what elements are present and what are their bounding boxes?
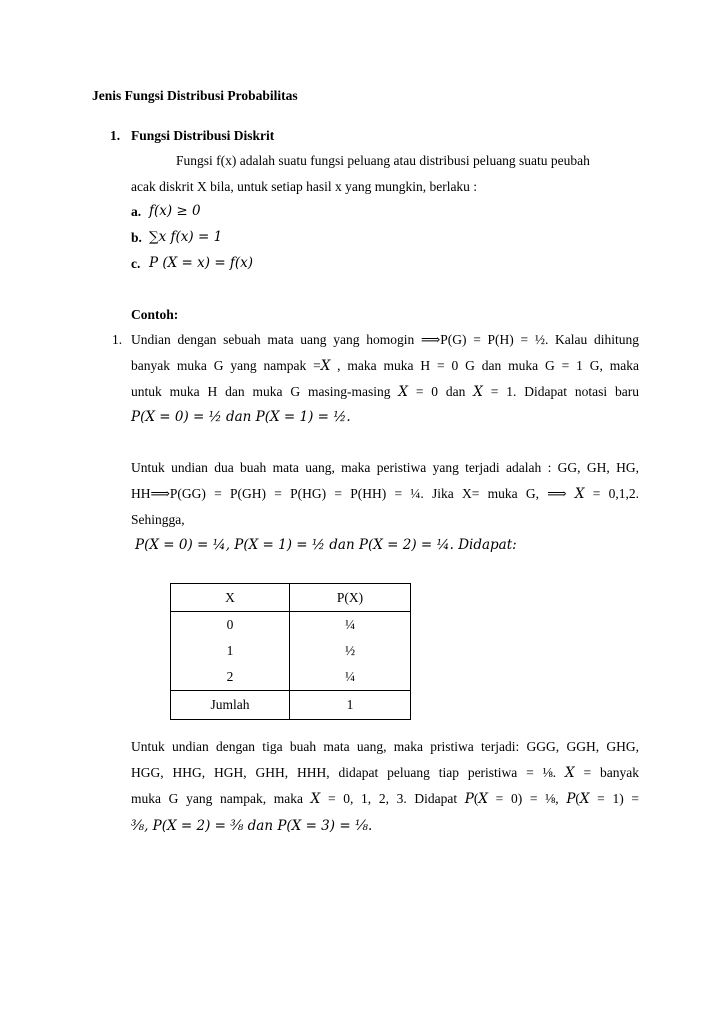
condition-label-b: b. [131, 230, 142, 245]
paragraph-3-line-1: Untuk undian dengan tiga buah mata uang, maka pristiwa terjadi: GGG, GGH, GHG, [131, 739, 639, 754]
table-header-x: X [171, 584, 290, 612]
paragraph-1-line-3: untuk muka H dan muka G masing-masing 𝑋 = 0 dan 𝑋 = 1. Didapat notasi baru [131, 384, 639, 399]
example-heading: Contoh: [131, 307, 179, 322]
page-title: Jenis Fungsi Distribusi Probabilitas [92, 88, 298, 103]
paragraph-2-line-1: Untuk undian dua buah mata uang, maka peristiwa yang terjadi adalah : GG, GH, HG, [131, 460, 639, 475]
intro-line-1: Fungsi f(x) adalah suatu fungsi peluang atau distribusi peluang suatu peubah [176, 153, 590, 168]
paragraph-2-line-4: 𝑃(𝑋 = 0) = ¼, 𝑃(𝑋 = 1) = ½ 𝑑𝑎𝑛 𝑃(𝑋 = 2) = ¼. Didapat: [135, 537, 517, 553]
paragraph-3-line-2: HGG, HHG, HGH, GHH, HHH, didapat peluang tiap peristiwa = ⅛. 𝑋 = banyak [131, 765, 639, 780]
probability-table [170, 583, 411, 720]
table-cell-px: ½ [290, 638, 411, 664]
example-number: 1. [112, 332, 123, 347]
table-total-row [171, 691, 411, 720]
paragraph-1-line-2: banyak muka G yang nampak =𝑋 , maka muka H = 0 G dan muka G = 1 G, maka [131, 358, 639, 373]
paragraph-3-line-3: muka G yang nampak, maka 𝑋 = 0, 1, 2, 3. Didapat 𝑃(𝑋 = 0) = ⅛, 𝑃(𝑋 = 1) = [131, 791, 639, 806]
condition-label-c: c. [131, 256, 141, 271]
table-cell-px: ¼ [290, 664, 411, 691]
paragraph-1-line-4: 𝑃(𝑋 = 0) = ½ 𝑑𝑎𝑛 𝑃(𝑋 = 1) = ½. [131, 409, 351, 425]
table-cell-x: 0 [171, 612, 290, 639]
paragraph-2-line-3: Sehingga, [131, 512, 185, 527]
condition-label-a: a. [131, 204, 142, 219]
table-cell-x: 2 [171, 664, 290, 691]
condition-formula-c: 𝑃 (𝑋 = 𝑥) = 𝑓(𝑥) [149, 255, 254, 271]
paragraph-3-line-4: ⅜, 𝑃(𝑋 = 2) = ⅜ 𝑑𝑎𝑛 𝑃(𝑋 = 3) = ⅛. [131, 818, 373, 834]
table-cell-px: ¼ [290, 612, 411, 639]
condition-formula-b: ∑𝑥 𝑓(𝑥) = 1 [149, 229, 223, 245]
section-title: Fungsi Distribusi Diskrit [131, 128, 275, 143]
table-header-row [171, 584, 411, 612]
table-row [171, 664, 411, 691]
table-total-label: Jumlah [171, 691, 290, 720]
section-number: 1. [110, 128, 121, 143]
table-cell-x: 1 [171, 638, 290, 664]
condition-formula-a: 𝑓(𝑥) ≥ 0 [149, 203, 201, 219]
paragraph-2-line-2: HH⟹P(GG) = P(GH) = P(HG) = P(HH) = ¼. Jika X= muka G, ⟹ 𝑋 = 0,1,2. [131, 486, 639, 501]
intro-line-2: acak diskrit X bila, untuk setiap hasil x yang mungkin, berlaku : [131, 179, 478, 194]
table-row [171, 612, 411, 639]
table-header-px: P(X) [290, 584, 411, 612]
paragraph-1-line-1: Undian dengan sebuah mata uang yang homogin ⟹P(G) = P(H) = ½. Kalau dihitung [131, 332, 639, 347]
table-total-value: 1 [290, 691, 411, 720]
table-row [171, 638, 411, 664]
